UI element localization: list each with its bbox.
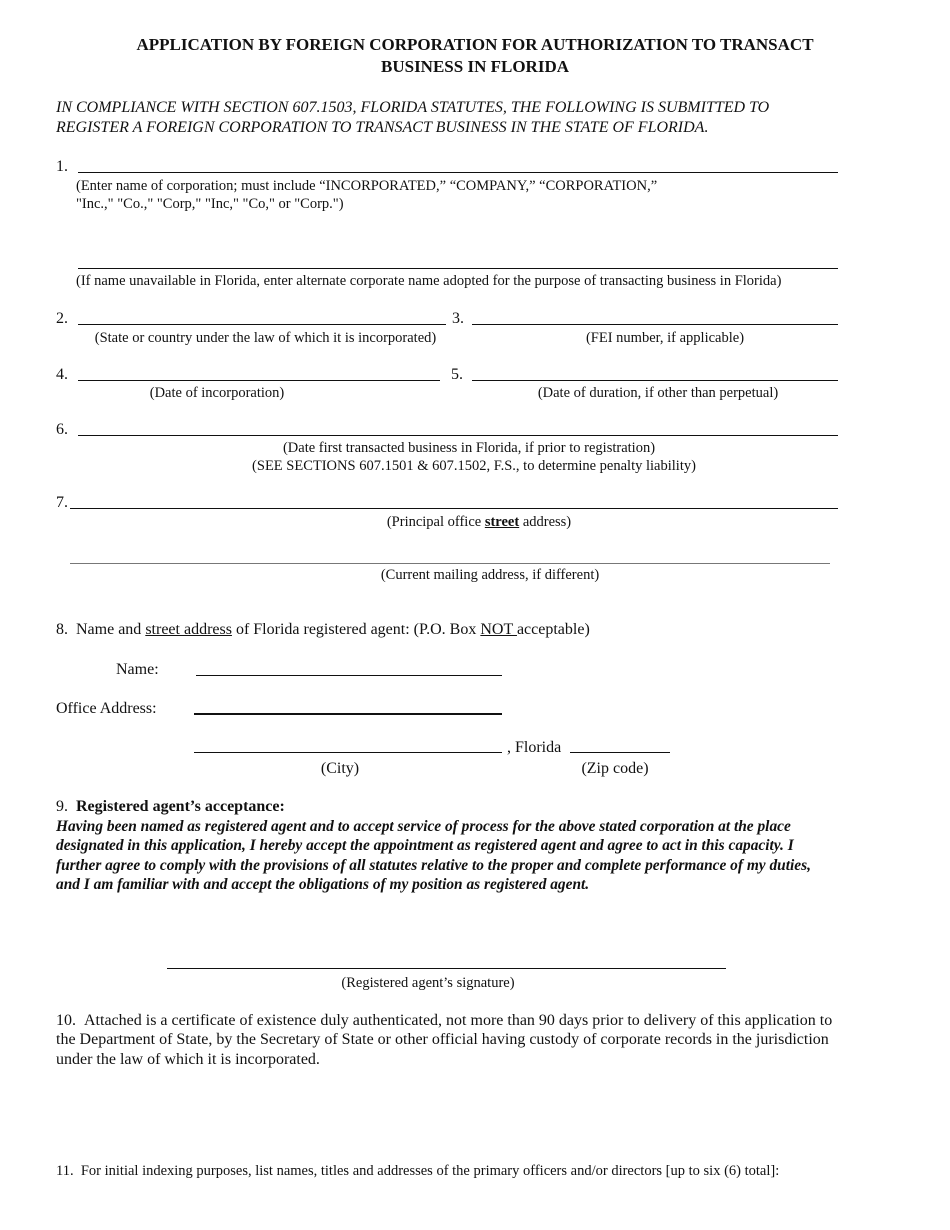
form-title-line-1: APPLICATION BY FOREIGN CORPORATION FOR AUTHORIZATION TO TRANSACT <box>136 35 814 54</box>
acceptance-line-1: Having been named as registered agent and to accept service of process for the above stated corporation at the place <box>56 818 791 835</box>
item-7-caption <box>70 513 888 531</box>
city-caption: (City) <box>320 760 360 777</box>
item-10-number: 10. <box>56 1012 76 1029</box>
item-5-number: 5. <box>451 366 463 383</box>
zip-code-caption: (Zip code) <box>581 760 649 777</box>
item-10-text-1: Attached is a certificate of existence duly authenticated, not more than 90 days prior to delivery of this application to <box>84 1012 833 1029</box>
state-of-incorporation-field[interactable] <box>78 324 446 325</box>
principal-office-address-field[interactable] <box>70 508 838 509</box>
item-7-caption-street: street <box>484 514 520 530</box>
item-9-heading <box>56 797 285 817</box>
intro-line-1: IN COMPLIANCE WITH SECTION 607.1503, FLORIDA STATUTES, THE FOLLOWING IS SUBMITTED TO <box>56 99 770 116</box>
item-7-caption-pre: (Principal office <box>386 514 485 530</box>
office-address-field[interactable] <box>194 713 502 715</box>
zip-code-field[interactable] <box>570 752 670 753</box>
item-7-caption-post: address) <box>519 514 572 530</box>
item-7-number: 7. <box>56 494 68 511</box>
date-of-incorporation-field[interactable] <box>78 380 440 381</box>
item-8-text-pre: Name and <box>76 621 146 638</box>
item-2-number: 2. <box>56 310 68 327</box>
item-9-number: 9. <box>56 798 68 815</box>
agent-signature-field[interactable] <box>167 968 726 969</box>
item-8-text-mid: of Florida registered agent: (P.O. Box <box>231 621 481 638</box>
office-address-label: Office Address: <box>56 700 157 717</box>
signature-caption: (Registered agent’s signature) <box>341 975 515 991</box>
item-10-line-3: under the law of which it is incorporated. <box>56 1051 320 1068</box>
item-11-line <box>56 1162 779 1180</box>
item-10-line-2: the Department of State, by the Secretary of State or other official having custody of corporate records in the jurisdiction <box>56 1031 829 1048</box>
item-8-heading <box>56 620 590 640</box>
item-8-street-address: street address <box>145 621 232 638</box>
city-field[interactable] <box>194 752 502 753</box>
item-9-heading-text: Registered agent’s acceptance: <box>76 798 285 815</box>
alternate-name-caption: (If name unavailable in Florida, enter alternate corporate name adopted for the purpose of transacting business in Florida) <box>76 273 782 289</box>
fei-number-field[interactable] <box>472 324 838 325</box>
item-3-number: 3. <box>452 310 464 327</box>
date-first-transacted-field[interactable] <box>78 435 838 436</box>
acceptance-line-2: designated in this application, I hereby accept the appointment as registered agent and agree to act in this capacity. I <box>56 837 794 854</box>
florida-label: , Florida <box>507 739 562 756</box>
item-4-number: 4. <box>56 366 68 383</box>
acceptance-line-4: and I am familiar with and accept the obligations of my position as registered agent. <box>56 876 590 893</box>
mailing-address-field[interactable] <box>70 563 830 564</box>
item-6-number: 6. <box>56 421 68 438</box>
item-4-caption: (Date of incorporation) <box>149 385 285 401</box>
item-8-number: 8. <box>56 621 68 638</box>
item-2-caption: (State or country under the law of which it is incorporated) <box>94 330 437 346</box>
item-10-line-1 <box>56 1011 832 1031</box>
item-1-caption-line-2: "Inc.," "Co.," "Corp," "Inc," "Co," or "Corp.") <box>76 196 344 212</box>
agent-name-label: Name: <box>116 661 159 678</box>
agent-name-field[interactable] <box>196 675 502 676</box>
item-8-text-post: acceptable) <box>516 621 590 638</box>
date-of-duration-field[interactable] <box>472 380 838 381</box>
item-6-caption-line-1: (Date first transacted business in Florida, if prior to registration) <box>282 440 656 456</box>
mailing-address-caption: (Current mailing address, if different) <box>380 567 600 583</box>
corporation-name-field[interactable] <box>78 172 838 173</box>
item-3-caption: (FEI number, if applicable) <box>585 330 745 346</box>
item-6-caption-line-2: (SEE SECTIONS 607.1501 & 607.1502, F.S., to determine penalty liability) <box>252 458 696 474</box>
item-5-caption: (Date of duration, if other than perpetual) <box>537 385 779 401</box>
item-1-caption-line-1: (Enter name of corporation; must include “INCORPORATED,” “COMPANY,” “CORPORATION,” <box>76 178 658 194</box>
item-11-number: 11. <box>56 1163 74 1179</box>
acceptance-line-3: further agree to comply with the provisions of all statutes relative to the proper and complete performance of my duties, <box>56 857 811 874</box>
item-1-number: 1. <box>56 158 68 175</box>
alternate-name-field[interactable] <box>78 268 838 269</box>
item-11-text: For initial indexing purposes, list names, titles and addresses of the primary officers and/or directors [up to six (6) total]: <box>80 1163 780 1179</box>
intro-line-2: REGISTER A FOREIGN CORPORATION TO TRANSACT BUSINESS IN THE STATE OF FLORIDA. <box>56 119 709 136</box>
form-title-line-2: BUSINESS IN FLORIDA <box>381 57 569 76</box>
item-8-not: NOT <box>480 621 517 638</box>
